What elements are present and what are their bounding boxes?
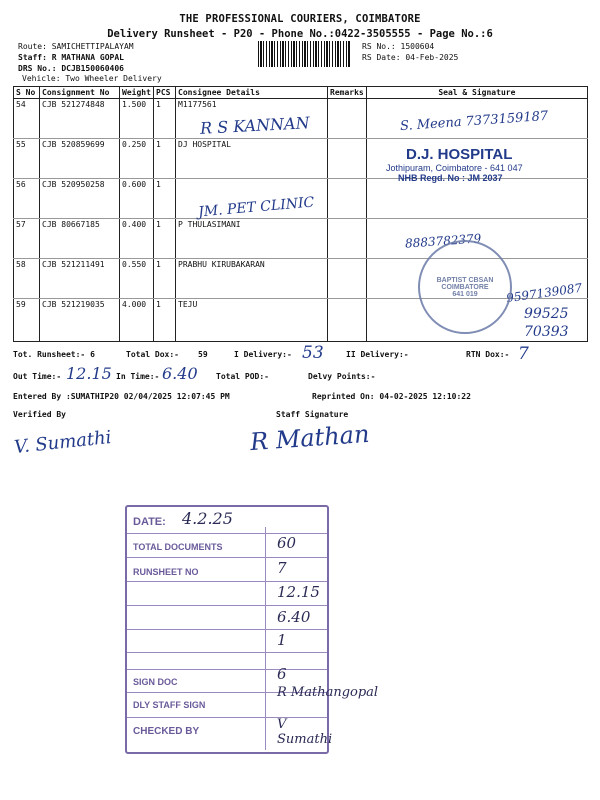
cell-pcs: 1 (154, 179, 176, 219)
handwritten-number-59c: 70393 (524, 324, 569, 340)
cell-sno: 58 (14, 259, 40, 299)
cell-consignee: TEJU (176, 299, 328, 342)
cell-pcs: 1 (154, 139, 176, 179)
stamp-rule (127, 557, 327, 558)
cell-remarks (328, 99, 367, 139)
total-pod-label: Total POD:- (216, 372, 269, 381)
staff-signature: R Mathan (249, 419, 371, 457)
stamp-checked-sign: V Sumathi (277, 717, 333, 747)
ii-delivery-label: II Delivery:- (346, 350, 409, 359)
cell-pcs: 1 (154, 219, 176, 259)
out-time-handwritten: 12.15 (66, 364, 112, 383)
handwritten-phone-59: 9597139087 (505, 280, 583, 306)
cell-sno: 55 (14, 139, 40, 179)
cell-weight: 4.000 (120, 299, 154, 342)
cell-weight: 0.400 (120, 219, 154, 259)
stamp-row-label: RUNSHEET NO (133, 567, 199, 577)
entered-by: Entered By :SUMATHIP20 02/04/2025 12:07:45 PM (13, 392, 230, 401)
i-delivery-label: I Delivery:- (234, 350, 292, 359)
delvy-points-label: Delvy Points:- (308, 372, 376, 381)
stamp-rule (127, 605, 327, 606)
round-seal-text: BAPTIST CBSAN COIMBATORE 641 019 (436, 276, 494, 298)
handwritten-receiver-54: S. Meena 7373159187 (399, 108, 549, 135)
col-consignee: Consignee Details (176, 87, 328, 99)
reprinted-on: Reprinted On: 04-02-2025 12:10:22 (312, 392, 471, 401)
cell-consignee: P THULASIMANI (176, 219, 328, 259)
total-runsheet: Tot. Runsheet:- 6 (13, 350, 95, 359)
stamp-row-label: DLY STAFF SIGN (133, 700, 206, 710)
cell-weight: 0.250 (120, 139, 154, 179)
stamp-hospital-address: Jothipuram, Coimbatore - 641 047 (386, 163, 523, 173)
verified-by-label: Verified By (13, 410, 66, 419)
in-time-handwritten: 6.40 (162, 364, 198, 383)
cell-pcs: 1 (154, 299, 176, 342)
stamp-row-label: CHECKED BY (133, 726, 200, 737)
cell-consignee: DJ HOSPITAL (176, 139, 328, 179)
cell-consignee: M1177561 (176, 99, 328, 139)
stamp-row-value: 1 (277, 631, 287, 649)
cell-sno: 59 (14, 299, 40, 342)
handwritten-number-59b: 99525 (524, 306, 569, 322)
rs-date: RS Date: 04-Feb-2025 (362, 53, 459, 62)
vehicle: Vehicle: Two Wheeler Delivery (22, 74, 162, 83)
stamp-row-value: 12.15 (277, 583, 320, 601)
table-row (14, 219, 588, 259)
cell-consignment: CJB 520859699 (40, 139, 120, 179)
stamp-row-value: 60 (277, 534, 297, 552)
document-subtitle: Delivery Runsheet - P20 - Phone No.:0422-3505555 - Page No.:6 (107, 28, 493, 40)
document-title: THE PROFESSIONAL COURIERS, COIMBATORE (179, 13, 421, 25)
handwritten-consignee-54: R S KANNAN (199, 113, 311, 138)
rtn-dox-label: RTN Dox:- (466, 350, 510, 359)
staff-signature-label: Staff Signature (276, 410, 349, 419)
dj-hospital-stamp (382, 146, 527, 183)
stamp-staff-sign: R Mathangopal (277, 685, 379, 700)
route: Route: SAMICHETTIPALAYAM (18, 42, 134, 51)
cell-consignment: CJB 521219035 (40, 299, 120, 342)
cell-remarks (328, 299, 367, 342)
stamp-rule (127, 533, 327, 534)
cell-remarks (328, 259, 367, 299)
cell-remarks (328, 139, 367, 179)
col-seal: Seal & Signature (366, 87, 587, 99)
stamp-rule (127, 669, 327, 670)
cell-pcs: 1 (154, 99, 176, 139)
handwritten-consignee-56: JM. PET CLINIC (197, 194, 315, 221)
verified-signature: V. Sumathi (13, 426, 113, 459)
stamp-rule (127, 652, 327, 653)
stamp-date-label: DATE: (133, 516, 166, 528)
cell-seal (366, 179, 587, 219)
stamp-row-value: 6 (277, 665, 287, 683)
round-seal-stamp (418, 240, 512, 334)
drs-number: DRS No.: DCJB150060406 (18, 64, 124, 73)
stamp-row-value: 6.40 (277, 608, 311, 626)
cell-pcs: 1 (154, 259, 176, 299)
stamp-date-value: 4.2.25 (182, 509, 233, 528)
rs-number: RS No.: 1500604 (362, 42, 435, 51)
cell-consignment: CJB 520950258 (40, 179, 120, 219)
cell-weight: 0.600 (120, 179, 154, 219)
col-weight: Weight (120, 87, 154, 99)
cell-consignment: CJB 521274848 (40, 99, 120, 139)
cell-sno: 56 (14, 179, 40, 219)
stamp-hospital-regd: NHB Regd. No : JM 2037 (398, 173, 503, 183)
i-delivery-handwritten: 53 (302, 343, 324, 363)
out-time-label: Out Time:- (13, 372, 62, 381)
handwritten-phone-57: 8883782379 (404, 231, 482, 251)
cell-consignee: PRABHU KIRUBAKARAN (176, 259, 328, 299)
stamp-hospital-name: D.J. HOSPITAL (406, 146, 513, 163)
col-pcs: PCS (154, 87, 176, 99)
barcode (258, 41, 350, 67)
stamp-row-label: SIGN DOC (133, 677, 178, 687)
cell-weight: 0.550 (120, 259, 154, 299)
rtn-dox-handwritten: 7 (518, 344, 529, 364)
stamp-row-value: 7 (277, 559, 287, 577)
col-sno: S No (14, 87, 40, 99)
col-remarks: Remarks (328, 87, 367, 99)
cell-weight: 1.500 (120, 99, 154, 139)
stamp-rule (127, 629, 327, 630)
cell-consignment: CJB 80667185 (40, 219, 120, 259)
in-time-label: In Time:- (116, 372, 160, 381)
total-dox-value: 59 (198, 350, 208, 359)
table-header-row (14, 87, 588, 99)
cell-consignment: CJB 521211491 (40, 259, 120, 299)
total-dox-label: Total Dox:- (126, 350, 179, 359)
stamp-rule (127, 581, 327, 582)
date-stamp-box (125, 505, 379, 754)
cell-remarks (328, 219, 367, 259)
cell-sno: 57 (14, 219, 40, 259)
col-consignment: Consignment No (40, 87, 120, 99)
staff: Staff: R MATHANA GOPAL (18, 53, 124, 62)
stamp-row-label: TOTAL DOCUMENTS (133, 542, 223, 552)
cell-sno: 54 (14, 99, 40, 139)
